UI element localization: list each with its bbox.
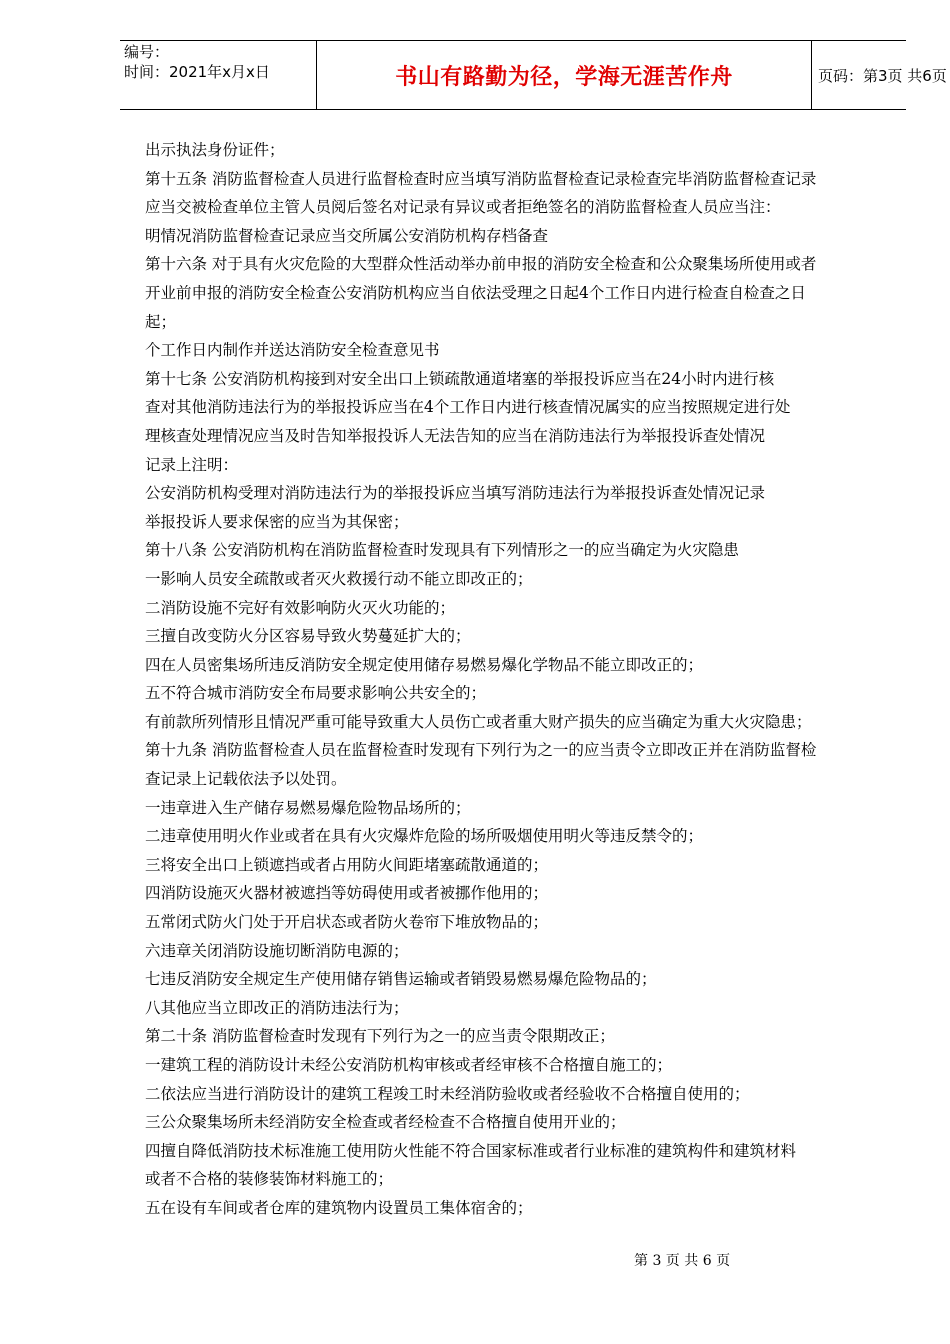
- body-line: 三擅自改变防火分区容易导致火势蔓延扩大的；: [145, 627, 471, 646]
- body-line: 起；: [145, 312, 177, 331]
- page-header: [120, 40, 947, 110]
- body-line: 二违章使用明火作业或者在具有火灾爆炸危险的场所吸烟使用明火等违反禁令的；: [145, 827, 704, 846]
- body-line: 四在人员密集场所违反消防安全规定使用储存易燃易爆化学物品不能立即改正的；: [145, 655, 704, 674]
- header-motto-cell: [316, 41, 812, 109]
- body-line: 五不符合城市消防安全布局要求影响公共安全的；: [145, 684, 487, 703]
- body-line: 五在设有车间或者仓库的建筑物内设置员工集体宿舍的；: [145, 1198, 533, 1217]
- body-line: 第二十条 消防监督检查时发现有下列行为之一的应当责令限期改正；: [145, 1027, 615, 1046]
- body-line: 明情况消防监督检查记录应当交所属公安消防机构存档备查: [145, 226, 549, 245]
- body-line: 五常闭式防火门处于开启状态或者防火卷帘下堆放物品的；: [145, 913, 549, 932]
- header-meta-cell: [120, 41, 316, 109]
- body-line: 三将安全出口上锁遮挡或者占用防火间距堵塞疏散通道的；: [145, 855, 549, 874]
- body-line: 个工作日内制作并送达消防安全检查意见书: [145, 341, 440, 360]
- body-line: 记录上注明：: [145, 455, 239, 474]
- body-line: 理核查处理情况应当及时告知举报投诉人无法告知的应当在消防违法行为举报投诉查处情况: [145, 426, 766, 445]
- document-time-label: 时间：2021年x月x日: [124, 63, 270, 81]
- body-line: 出示执法身份证件；: [145, 141, 285, 159]
- body-line: 查记录上记载依法予以处罚。: [145, 770, 347, 789]
- body-line: 有前款所列情形且情况严重可能导致重大人员伤亡或者重大财产损失的应当确定为重大火灾隐患；: [145, 712, 812, 731]
- body-line: 举报投诉人要求保密的应当为其保密；: [145, 512, 409, 531]
- header-page-info: 页码：第3页 共6页: [818, 67, 947, 85]
- body-line: 八其他应当立即改正的消防违法行为；: [145, 998, 409, 1017]
- body-line: 七违反消防安全规定生产使用储存销售运输或者销毁易燃易爆危险物品的；: [145, 970, 657, 989]
- document-number-label: 编号：: [124, 43, 170, 61]
- body-line: 一建筑工程的消防设计未经公安消防机构审核或者经审核不合格擅自施工的；: [145, 1056, 673, 1074]
- body-line: 应当交被检查单位主管人员阅后签名对记录有异议或者拒绝签名的消防监督检查人员应当注：: [145, 198, 781, 217]
- body-line: 第十八条 公安消防机构在消防监督检查时发现具有下列情形之一的应当确定为火灾隐患: [145, 541, 739, 560]
- body-line: 四消防设施灭火器材被遮挡等妨碍使用或者被挪作他用的；: [145, 884, 549, 903]
- body-line: 公安消防机构受理对消防违法行为的举报投诉应当填写消防违法行为举报投诉查处情况记录: [145, 484, 766, 503]
- header-page-cell: [810, 41, 947, 109]
- body-line: 一影响人员安全疏散或者灭火救援行动不能立即改正的；: [145, 569, 533, 588]
- body-line: 第十五条 消防监督检查人员进行监督检查时应当填写消防监督检查记录检查完毕消防监督检查记录: [145, 169, 817, 188]
- body-line: 二依法应当进行消防设计的建筑工程竣工时未经消防验收或者经验收不合格擅自使用的；: [145, 1084, 750, 1103]
- body-line: 或者不合格的装修装饰材料施工的；: [145, 1170, 394, 1189]
- document-body: [145, 136, 885, 1223]
- header-motto: 书山有路勤为径，学海无涯苦作舟: [395, 65, 733, 90]
- page-footer: 第 3 页 共 6 页: [634, 1253, 731, 1269]
- body-line: 第十六条 对于具有火灾危险的大型群众性活动举办前申报的消防安全检查和公众聚集场所使用或者: [145, 255, 817, 274]
- body-line: 第十七条 公安消防机构接到对安全出口上锁疏散通道堵塞的举报投诉应当在24小时内进行核: [145, 369, 775, 388]
- body-line: 开业前申报的消防安全检查公安消防机构应当自依法受理之日起4个工作日内进行检查自检查之日: [145, 283, 806, 302]
- body-line: 六违章关闭消防设施切断消防电源的；: [145, 941, 409, 960]
- body-line: 二消防设施不完好有效影响防火灭火功能的；: [145, 598, 456, 617]
- body-line: 一违章进入生产储存易燃易爆危险物品场所的；: [145, 798, 471, 817]
- body-line: 第十九条 消防监督检查人员在监督检查时发现有下列行为之一的应当责令立即改正并在消防监督检: [145, 741, 817, 760]
- body-line: 三公众聚集场所未经消防安全检查或者经检查不合格擅自使用开业的；: [145, 1113, 626, 1132]
- body-line: 四擅自降低消防技术标准施工使用防火性能不符合国家标准或者行业标准的建筑构件和建筑材料: [145, 1141, 797, 1160]
- body-line: 查对其他消防违法行为的举报投诉应当在4个工作日内进行核查情况属实的应当按照规定进行处: [145, 398, 791, 417]
